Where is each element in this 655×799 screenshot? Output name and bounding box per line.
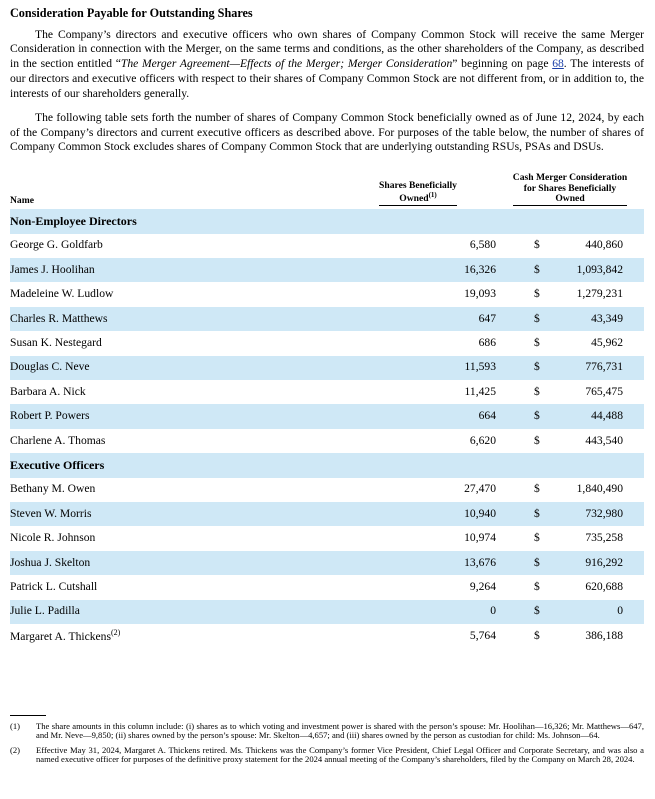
dollar-sign: $ bbox=[534, 604, 540, 618]
table-header-row bbox=[10, 173, 644, 209]
cell-cash bbox=[496, 282, 644, 306]
dollar-sign: $ bbox=[534, 555, 540, 569]
dollar-sign: $ bbox=[534, 433, 540, 447]
table-row bbox=[10, 404, 644, 428]
cash-amount: 1,093,842 bbox=[576, 262, 623, 276]
dollar-sign: $ bbox=[534, 531, 540, 545]
cell-shares: 11,593 bbox=[340, 356, 496, 380]
header-cash-consideration: Cash Merger Consideration for Shares Beneficially Owned bbox=[496, 173, 644, 209]
cell-cash bbox=[496, 380, 644, 404]
cell-cash bbox=[496, 526, 644, 550]
cell-shares: 9,264 bbox=[469, 579, 496, 593]
page-reference-link[interactable]: 68 bbox=[552, 57, 564, 71]
cell-shares: 27,470 bbox=[464, 482, 496, 496]
cash-amount: 776,731 bbox=[585, 360, 623, 374]
dollar-sign: $ bbox=[534, 360, 540, 374]
table-row bbox=[10, 600, 644, 624]
table-row bbox=[10, 478, 644, 502]
cell-cash bbox=[496, 624, 644, 648]
cell-shares: 10,974 bbox=[464, 531, 496, 545]
dollar-sign: $ bbox=[534, 311, 540, 325]
footnote-1 bbox=[10, 722, 644, 740]
table-description-paragraph: The following table sets forth the number of shares of Company Common Stock beneficially owned as of June 12, 2024, by each of the Company’s directors and current executive officers as described above. For purposes of the table below, the number of shares of Company Common Stock excludes shares of Company Common Stock that are underlying outstanding RSUs, PSAs and DSUs. bbox=[10, 110, 644, 154]
section-row-directors bbox=[10, 209, 644, 233]
dollar-sign: $ bbox=[534, 238, 540, 252]
dollar-sign: $ bbox=[534, 262, 540, 276]
cell-shares: 10,940 bbox=[340, 502, 496, 526]
cell-cash bbox=[496, 600, 644, 624]
table-row bbox=[10, 258, 644, 282]
table-row bbox=[10, 502, 644, 526]
footnote-divider bbox=[10, 715, 46, 716]
table-row bbox=[10, 356, 644, 380]
cell-name: George G. Goldfarb bbox=[10, 238, 103, 252]
dollar-sign: $ bbox=[534, 482, 540, 496]
cell-shares: 13,676 bbox=[340, 551, 496, 575]
dollar-sign: $ bbox=[534, 506, 540, 520]
table-row bbox=[10, 429, 644, 453]
cash-amount: 443,540 bbox=[585, 433, 623, 447]
table-row bbox=[10, 307, 644, 331]
cell-cash bbox=[496, 307, 644, 331]
table-row bbox=[10, 331, 644, 355]
cell-shares: 16,326 bbox=[340, 258, 496, 282]
intro-paragraph bbox=[10, 28, 644, 102]
cell-name: Patrick L. Cutshall bbox=[10, 579, 98, 593]
cell-cash bbox=[496, 551, 644, 575]
cell-shares: 6,580 bbox=[469, 238, 496, 252]
dollar-sign: $ bbox=[534, 287, 540, 301]
cell-shares: 6,620 bbox=[469, 433, 496, 447]
cell-shares: 647 bbox=[340, 307, 496, 331]
cell-name: Bethany M. Owen bbox=[10, 482, 96, 496]
cell-name: Madeleine W. Ludlow bbox=[10, 287, 114, 301]
cell-name: Julie L. Padilla bbox=[10, 600, 340, 624]
cell-cash bbox=[496, 575, 644, 599]
footnote-2 bbox=[10, 746, 644, 764]
cell-cash bbox=[496, 478, 644, 502]
cash-amount: 735,258 bbox=[585, 531, 623, 545]
cell-name: Charlene A. Thomas bbox=[10, 433, 106, 447]
dollar-sign: $ bbox=[534, 628, 540, 642]
footnotes bbox=[10, 715, 644, 770]
footnote-number: (1) bbox=[10, 721, 21, 731]
cash-amount: 765,475 bbox=[585, 384, 623, 398]
table-row bbox=[10, 526, 644, 550]
cash-amount: 0 bbox=[617, 604, 623, 618]
table-row bbox=[10, 234, 644, 258]
cash-amount: 1,840,490 bbox=[576, 482, 623, 496]
cell-name: Joshua J. Skelton bbox=[10, 551, 340, 575]
cash-amount: 620,688 bbox=[585, 579, 623, 593]
table-row bbox=[10, 551, 644, 575]
header-name: Name bbox=[10, 194, 34, 206]
table-row bbox=[10, 282, 644, 306]
section-label: Executive Officers bbox=[10, 453, 644, 477]
cell-cash bbox=[496, 404, 644, 428]
cash-amount: 44,488 bbox=[591, 409, 623, 423]
footnote-text: Effective May 31, 2024, Margaret A. Thickens retired. Ms. Thickens was the Company’s former Vice President, Chief Legal Officer and Corporate Secretary, and was also a named executive officer for purposes of the definitive proxy statement for the 2024 annual meeting of the Company’s shareholders, filed by the Company on March 28, 2024. bbox=[36, 745, 644, 765]
cell-name: Margaret A. Thickens$^{(2)}$ bbox=[10, 627, 121, 643]
cell-cash bbox=[496, 429, 644, 453]
footnote-text: The share amounts in this column include: (i) shares as to which voting and investment power is shared with the person’s spouse: Mr. Hoolihan—16,326; Mr. Matthews—647, and Mr. Neve—9,850; (ii) shares owned by the person’s spouse: Mr. Skelton—4,657; and (iii) shares owned by the person as custodian for child: Ms. Johnson—64. bbox=[36, 721, 644, 741]
cell-cash bbox=[496, 502, 644, 526]
dollar-sign: $ bbox=[534, 409, 540, 423]
cell-shares: 686 bbox=[478, 336, 496, 350]
cell-name: Charles R. Matthews bbox=[10, 307, 340, 331]
table-row bbox=[10, 624, 644, 648]
cell-cash bbox=[496, 258, 644, 282]
section-heading: Consideration Payable for Outstanding Shares bbox=[10, 6, 253, 20]
cash-amount: 1,279,231 bbox=[576, 287, 623, 301]
cell-shares: 5,764 bbox=[469, 628, 496, 642]
cell-shares: 11,425 bbox=[464, 384, 496, 398]
section-label: Non-Employee Directors bbox=[10, 209, 644, 233]
dollar-sign: $ bbox=[534, 384, 540, 398]
table-row bbox=[10, 575, 644, 599]
cell-name: Douglas C. Neve bbox=[10, 356, 340, 380]
cash-amount: 916,292 bbox=[585, 555, 623, 569]
cell-shares: 664 bbox=[340, 404, 496, 428]
section-row-officers bbox=[10, 453, 644, 477]
dollar-sign: $ bbox=[534, 579, 540, 593]
cell-shares: 0 bbox=[340, 600, 496, 624]
cell-name: James J. Hoolihan bbox=[10, 258, 340, 282]
cell-name: Susan K. Nestegard bbox=[10, 336, 102, 350]
cash-amount: 732,980 bbox=[585, 506, 623, 520]
cash-amount: 45,962 bbox=[591, 336, 623, 350]
header-shares-owned: Shares Beneficially Owned$^{(1)}$ bbox=[340, 173, 496, 209]
footnote-marker: (2) bbox=[111, 627, 121, 637]
cell-name: Robert P. Powers bbox=[10, 404, 340, 428]
cell-cash bbox=[496, 234, 644, 258]
intro-text-middle: ” beginning on page bbox=[452, 57, 553, 71]
cash-amount: 440,860 bbox=[585, 238, 623, 252]
footnote-number: (2) bbox=[10, 745, 21, 756]
cell-cash bbox=[496, 356, 644, 380]
intro-section-reference: The Merger Agreement—Effects of the Merger; Merger Consideration bbox=[120, 57, 453, 71]
intro-text-start: The Company’s directors and executive officers who own shares of Company Common Stock will receive the same Merger Consideration in connection with the Merger, on the same terms and conditions, as the other shareholders of the Company, as described in the section entitled “ bbox=[10, 27, 644, 71]
cash-amount: 386,188 bbox=[585, 628, 623, 642]
intro-text-end: . The interests of our directors and executive officers with respect to their shares of Company Common Stock are not different from, or in addition to, the interests of our shareholders generally. bbox=[10, 57, 645, 100]
dollar-sign: $ bbox=[534, 336, 540, 350]
cash-amount: 43,349 bbox=[591, 311, 623, 325]
table-row bbox=[10, 380, 644, 404]
shares-table bbox=[10, 173, 644, 648]
cell-cash bbox=[496, 331, 644, 355]
cell-name: Steven W. Morris bbox=[10, 502, 340, 526]
cell-name: Nicole R. Johnson bbox=[10, 531, 96, 545]
cell-name: Barbara A. Nick bbox=[10, 384, 86, 398]
cell-shares: 19,093 bbox=[464, 287, 496, 301]
